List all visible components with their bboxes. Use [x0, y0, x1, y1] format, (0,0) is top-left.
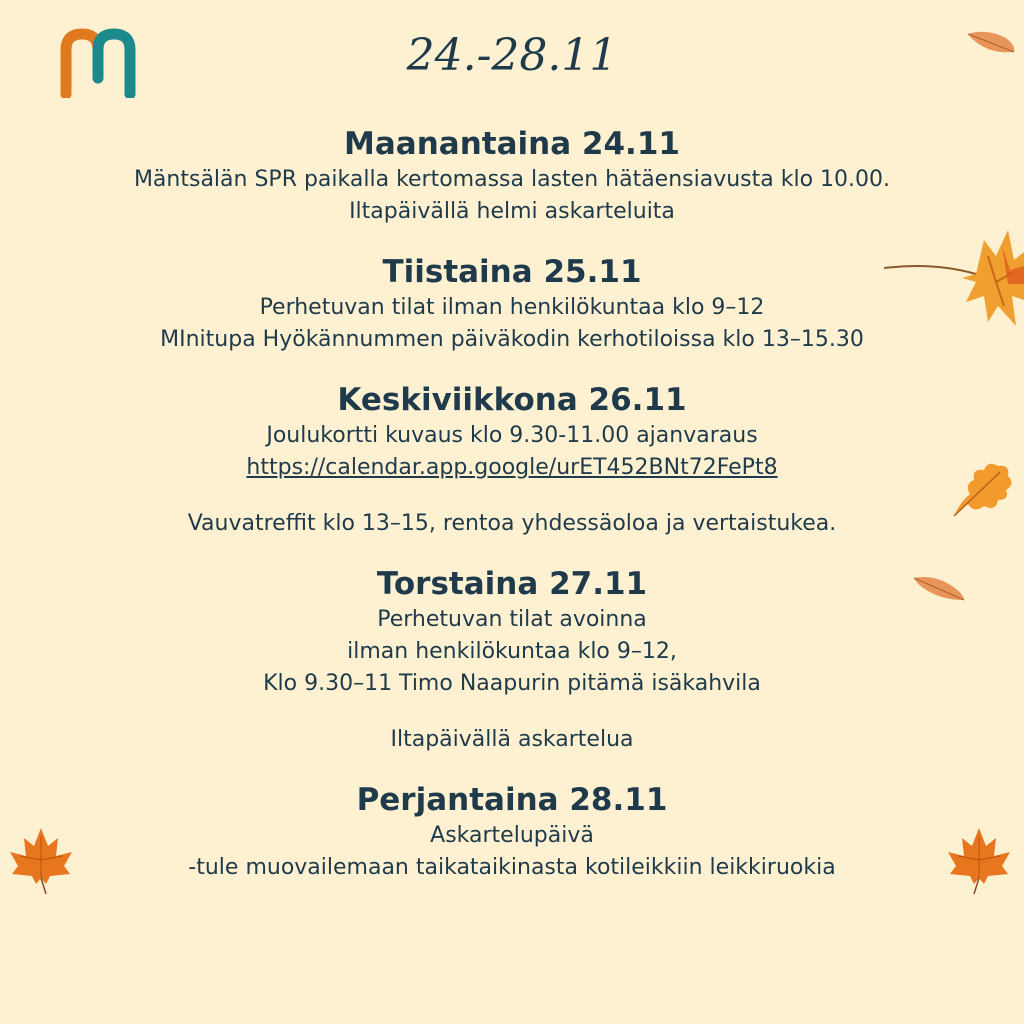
leaf-icon: [912, 574, 968, 604]
wednesday-line-1: Joulukortti kuvaus klo 9.30-11.00 ajanvaraus: [266, 423, 758, 448]
thursday-line-1: Perhetuvan tilat avoinna: [377, 607, 647, 632]
tuesday-line-1: Perhetuvan tilat ilman henkilökuntaa klo 9–12: [259, 295, 765, 320]
leaf-icon: [966, 28, 1018, 56]
day-title-monday: Maanantaina 24.11: [344, 126, 680, 162]
monday-line-1: Mäntsälän SPR paikalla kertomassa lasten hätäensiavusta klo 10.00.: [133, 167, 891, 192]
day-title-wednesday: Keskiviikkona 26.11: [337, 382, 687, 418]
maple-leaf-icon: [884, 226, 1024, 336]
calendar-booking-link[interactable]: https://calendar.app.google/urET452BNt72FePt8: [246, 455, 778, 480]
friday-line-2: -tule muovailemaan taikataikinasta kotileikkiin leikkiruokia: [188, 855, 836, 880]
wednesday-extra: Vauvatreffit klo 13–15, rentoa yhdessäoloa ja vertaistukea.: [187, 511, 837, 536]
thursday-line-2: ilman henkilökuntaa klo 9–12,: [347, 639, 677, 664]
tuesday-line-2: MInitupa Hyökännummen päiväkodin kerhotiloissa klo 13–15.30: [160, 327, 864, 352]
thursday-extra: Iltapäivällä askartelua: [390, 727, 634, 752]
monday-line-2: Iltapäivällä helmi askarteluita: [349, 199, 675, 224]
day-title-thursday: Torstaina 27.11: [376, 566, 648, 602]
schedule: [0, 124, 1024, 884]
maple-leaf-icon: [8, 826, 74, 896]
day-title-tuesday: Tiistaina 25.11: [382, 254, 642, 290]
oak-leaf-icon: [950, 458, 1016, 520]
maple-leaf-icon: [946, 826, 1012, 896]
day-title-friday: Perjantaina 28.11: [356, 782, 668, 818]
page-title: 24.-28.11: [406, 30, 618, 81]
friday-line-1: Askartelupäivä: [430, 823, 594, 848]
thursday-line-3: Klo 9.30–11 Timo Naapurin pitämä isäkahvila: [263, 671, 761, 696]
